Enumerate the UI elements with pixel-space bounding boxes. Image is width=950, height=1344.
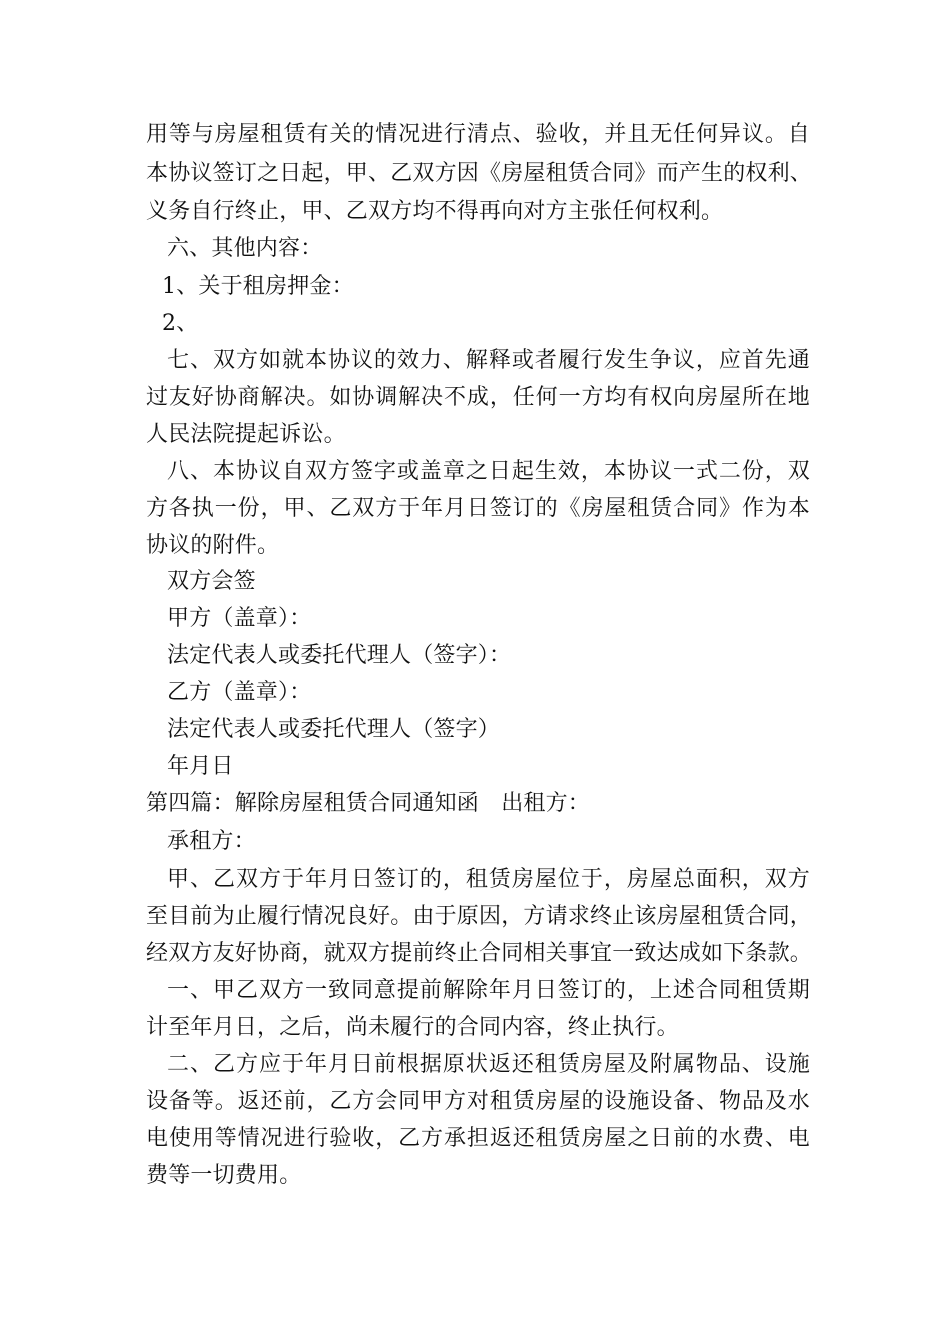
- paragraph-line: 电使用等情况进行验收，乙方承担返还租赁房屋之日前的水费、电: [146, 1126, 810, 1151]
- paragraph-line: 经双方友好协商，就双方提前终止合同相关事宜一致达成如下条款。: [146, 941, 813, 966]
- paragraph-line: 计至年月日，之后，尚未履行的合同内容，终止执行。: [146, 1015, 679, 1040]
- signature-line: 法定代表人或委托代理人（签字）: [167, 717, 501, 742]
- paragraph-line: 二、乙方应于年月日前根据原状返还租赁房屋及附属物品、设施: [167, 1052, 810, 1077]
- paragraph-line: 费等一切费用。: [146, 1163, 302, 1188]
- paragraph-line: 一、甲乙双方一致同意提前解除年月日签订的，上述合同租赁期: [167, 978, 810, 1003]
- list-item: 1、关于租房押金：: [162, 274, 354, 299]
- paragraph-line: 七、双方如就本协议的效力、解释或者履行发生争议，应首先通: [167, 348, 810, 373]
- paragraph-line: 本协议签订之日起，甲、乙双方因《房屋租赁合同》而产生的权利、: [146, 161, 813, 186]
- signature-line: 甲方（盖章）：: [167, 606, 312, 631]
- party-line: 承租方：: [167, 829, 256, 854]
- paragraph-line: 至目前为止履行情况良好。由于原因，方请求终止该房屋租赁合同，: [146, 904, 813, 929]
- section-heading: 六、其他内容：: [167, 236, 323, 261]
- paragraph-line: 用等与房屋租赁有关的情况进行清点、验收，并且无任何异议。自: [146, 122, 810, 147]
- paragraph-line: 协议的附件。: [146, 533, 280, 558]
- date-line: 年月日: [167, 754, 234, 779]
- signature-heading: 双方会签: [167, 569, 256, 594]
- paragraph-line: 过友好协商解决。如协调解决不成，任何一方均有权向房屋所在地: [146, 385, 810, 410]
- paragraph-line: 八、本协议自双方签字或盖章之日起生效，本协议一式二份，双: [167, 459, 810, 484]
- list-item: 2、: [162, 311, 199, 336]
- signature-line: 法定代表人或委托代理人（签字）：: [167, 643, 512, 668]
- chapter-heading: 第四篇：解除房屋租赁合同通知函 出租方：: [146, 791, 591, 816]
- paragraph-line: 方各执一份，甲、乙双方于年月日签订的《房屋租赁合同》作为本: [146, 496, 810, 521]
- paragraph-line: 人民法院提起诉讼。: [146, 422, 346, 447]
- paragraph-line: 设备等。返还前，乙方会同甲方对租赁房屋的设施设备、物品及水: [146, 1089, 810, 1114]
- paragraph-line: 甲、乙双方于年月日签订的，租赁房屋位于，房屋总面积，双方: [167, 867, 810, 892]
- paragraph-line: 义务自行终止，甲、乙双方均不得再向对方主张任何权利。: [146, 199, 724, 224]
- signature-line: 乙方（盖章）：: [167, 680, 312, 705]
